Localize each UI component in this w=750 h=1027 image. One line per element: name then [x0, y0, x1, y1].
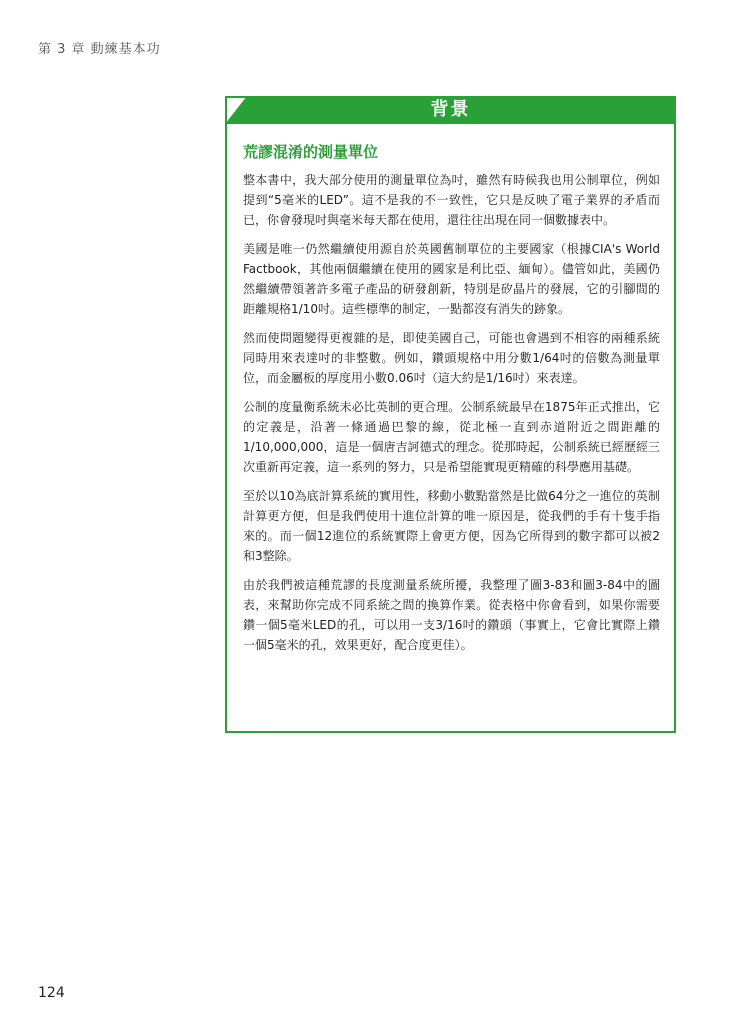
sidebar-body	[243, 142, 660, 664]
running-head: 第 3 章 動練基本功	[38, 42, 161, 57]
sidebar-subtitle: 荒謬混淆的測量單位	[243, 143, 379, 161]
sidebar-paragraph: 整本書中，我大部分使用的測量單位為吋，雖然有時候我也用公制單位，例如提到“5毫米的LED”。這不是我的不一致性，它只是反映了電子業界的矛盾而已，你會發現吋與毫米每天都在使用，還往往出現在同一個數據表中。	[243, 173, 660, 227]
sidebar-paragraph: 由於我們被這種荒謬的長度測量系統所擾，我整理了圖3-83和圖3-84中的圖表，來幫助你完成不同系統之間的換算作業。從表格中你會看到，如果你需要鑽一個5毫米LED的孔，可以用一支3/16吋的鑽頭（事實上，它會比實際上鑽一個5毫米的孔，效果更好，配合度更佳）。	[243, 578, 660, 652]
sidebar-paragraph: 然而使問題變得更複雜的是，即使美國自己，可能也會遇到不相容的兩種系統同時用來表達吋的非整數。例如，鑽頭規格中用分數1/64吋的倍數為測量單位，而金屬板的厚度用小數0.06吋（這大約是1/16吋）來表達。	[243, 331, 660, 385]
page-number: 124	[38, 985, 65, 1001]
sidebar-header-title: 背景	[430, 99, 471, 120]
sidebar-header	[225, 96, 676, 124]
sidebar-paragraph: 至於以10為底計算系統的實用性，移動小數點當然是比做64分之一進位的英制計算更方便，但是我們使用十進位計算的唯一原因是，從我們的手有十隻手指來的。而一個12進位的系統實際上會更方便，因為它所得到的數字都可以被2和3整除。	[243, 489, 660, 563]
sidebar-paragraph: 公制的度量衡系統未必比英制的更合理。公制系統最早在1875年正式推出，它的定義是，沿著一條通過巴黎的線，從北極一直到赤道附近之間距離的1/10,000,000，這是一個唐吉訶德式的理念。從那時起，公制系統已經歷經三次重新再定義，這一系列的努力，只是希望能實現更精確的科學應用基礎。	[243, 400, 660, 474]
sidebar-paragraph: 美國是唯一仍然繼續使用源自於英國舊制單位的主要國家（根據CIA's World Factbook，其他兩個繼續在使用的國家是利比亞、緬甸）。儘管如此，美國仍然繼續帶領著許多電子產品的研發創新，特別是矽晶片的發展，它的引腳間的距離規格1/10吋。這些標準的制定，一點都沒有消失的跡象。	[243, 242, 660, 316]
background-sidebar-box	[225, 96, 676, 733]
